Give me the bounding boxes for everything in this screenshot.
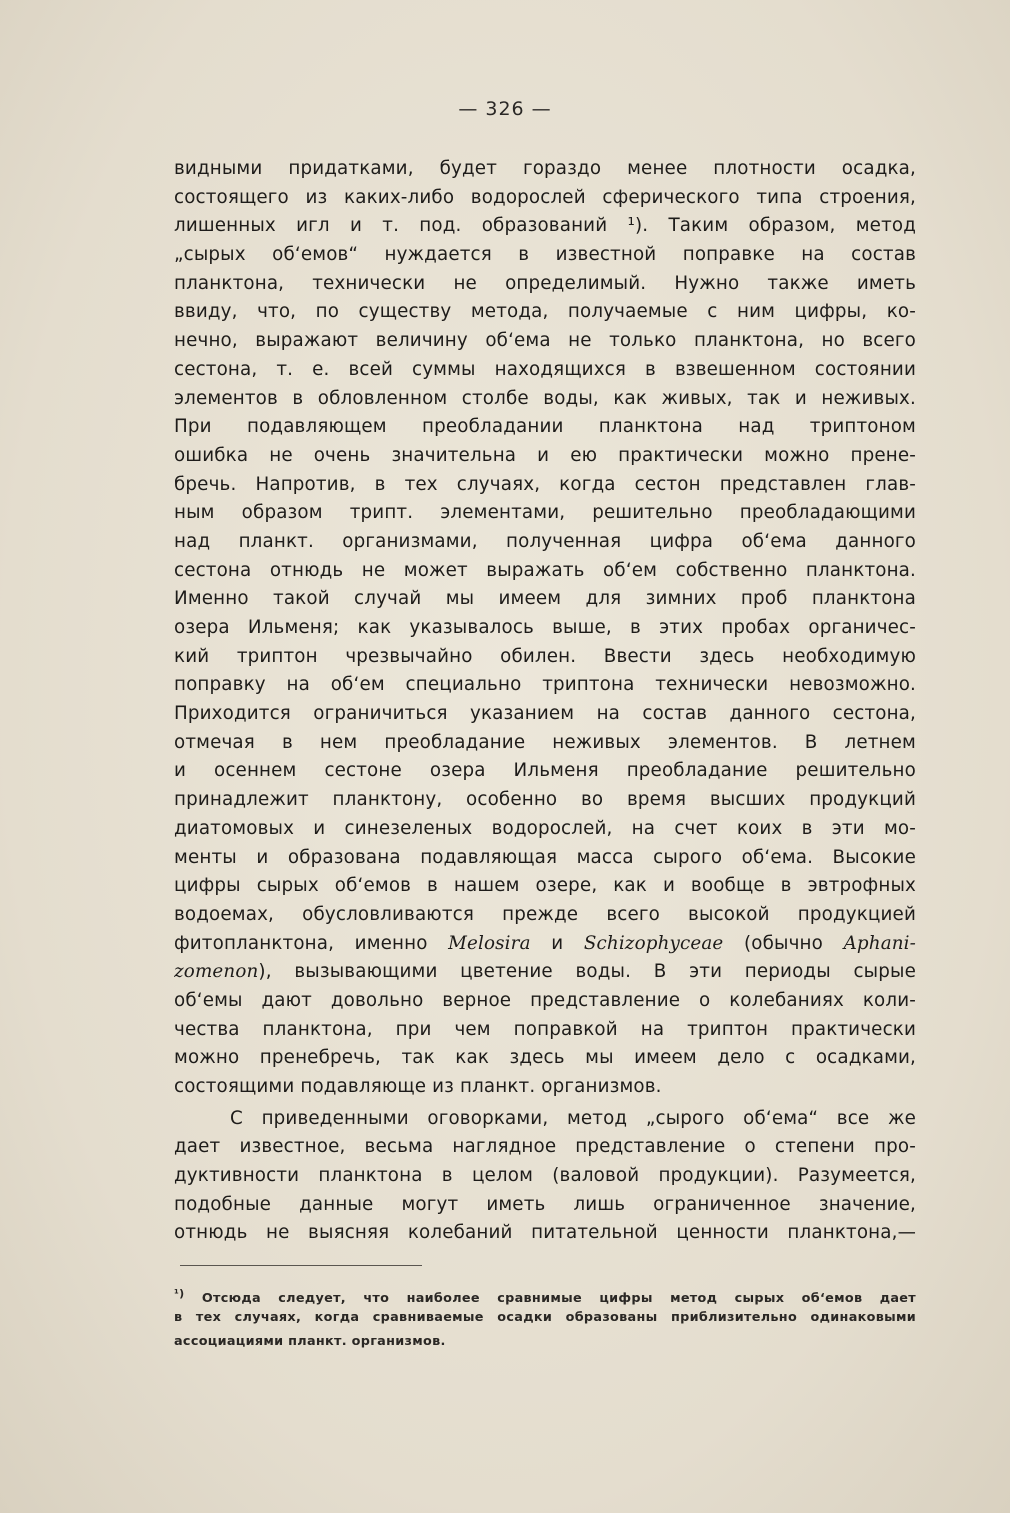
text-run: (обычно [723, 932, 844, 954]
taxon-schizophyceae: Schizophyceae [583, 932, 724, 954]
text-line: кий триптон чрезвычайно обилен. Ввести здесь необходимую [174, 645, 916, 667]
text-line: ввиду, что, по существу метода, получаемые с ним цифры, ко- [174, 301, 916, 323]
text-line: дает известное, весьма наглядное представление о степени про- [174, 1136, 916, 1158]
taxon-aphanizomenon-part2: zomenon [174, 961, 259, 983]
text-line: С приведенными оговорками, метод „сырого об‘ема“ все же [230, 1107, 916, 1129]
text-line: Именно такой случай мы имеем для зимних проб планктона [174, 588, 916, 610]
page-number: — 326 — [458, 98, 552, 120]
text-line: видными придатками, будет гораздо менее плотности осадка, [174, 158, 916, 179]
footnote-divider [180, 1265, 422, 1266]
text-line: принадлежит планктону, особенно во время высших продукций [174, 789, 916, 811]
footnote-line: в тех случаях, когда сравниваемые осадки образованы приблизительно одинаковыми [174, 1310, 916, 1325]
text-line: сестона, т. е. всей суммы находящихся в взвешенном состоянии [174, 358, 916, 380]
text-line: состоящего из каких-либо водорослей сферического типа строения, [174, 186, 916, 208]
text-line: подобные данные могут иметь лишь ограниченное значение, [174, 1193, 916, 1215]
taxon-melosira: Melosira [448, 932, 531, 954]
text-line: нечно, выражают величину об‘ема не только планктона, но всего [174, 330, 916, 352]
footnote [174, 1282, 916, 1354]
text-line: менты и образована подавляющая масса сырого об‘ема. Высокие [174, 846, 916, 868]
text-line-with-taxa [174, 958, 916, 987]
text-run: ), вызывающими цветение воды. В эти периоды сырые [258, 961, 916, 983]
footnote-marker: ¹) [174, 1287, 185, 1300]
text-line: можно пренебречь, так как здесь мы имеем дело с осадками, [174, 1047, 916, 1069]
text-line: сестона отнюдь не может выражать об‘ем собственно планктона. [174, 559, 916, 581]
text-line: лишенных игл и т. под. образований ¹). Таким образом, метод [174, 215, 916, 237]
text-line: При подавляющем преобладании планктона над триптоном [174, 416, 916, 438]
footnote-line: ассоциациями планкт. организмов. [174, 1334, 446, 1349]
text-run: фитопланктона, именно [174, 932, 449, 954]
text-line: водоемах, обусловливаются прежде всего высокой продукцией [174, 903, 916, 925]
text-line: над планкт. организмами, полученная цифра об‘ема данного [174, 530, 916, 552]
text-line: бречь. Напротив, в тех случаях, когда сестон представлен глав- [174, 473, 916, 495]
text-line: об‘емы дают довольно верное представление о колебаниях коли- [174, 989, 916, 1011]
text-run: и [530, 932, 584, 954]
text-line: диатомовых и синезеленых водорослей, на счет коих в эти мо- [174, 817, 916, 839]
text-line: ошибка не очень значительна и ею практически можно прене- [174, 444, 916, 466]
text-line: цифры сырых об‘емов в нашем озере, как и вообще в эвтрофных [174, 875, 916, 897]
text-line: и осеннем сестоне озера Ильменя преобладание решительно [174, 760, 916, 782]
text-line: состоящими подавляюще из планкт. организмов. [174, 1076, 662, 1097]
footnote-line [174, 1282, 916, 1306]
text-line: дуктивности планктона в целом (валовой продукции). Разумеется, [174, 1165, 916, 1187]
text-line: отмечая в нем преобладание неживых элементов. В летнем [174, 731, 916, 753]
main-text [174, 155, 916, 1248]
text-line: озера Ильменя; как указывалось выше, в этих пробах органичес- [174, 617, 916, 638]
text-line: Приходится ограничиться указанием на состав данного сестона, [174, 703, 916, 725]
text-line: „сырых об‘емов“ нуждается в известной поправке на состав [174, 244, 916, 266]
footnote-text: Отсюда следует, что наиболее сравнимые цифры метод сырых об‘емов дает [201, 1291, 916, 1306]
text-line: планктона, технически не определимый. Нужно также иметь [174, 272, 916, 294]
text-line: отнюдь не выясняя колебаний питательной ценности планктона,— [174, 1222, 916, 1244]
text-line: чества планктона, при чем поправкой на триптон практически [174, 1018, 916, 1040]
text-line: ным образом трипт. элементами, решительно преобладающими [174, 502, 916, 524]
text-line: элементов в обловленном столбе воды, как живых, так и неживых. [174, 387, 916, 409]
text-line: поправку на об‘ем специально триптона технически невозможно. [174, 674, 916, 696]
taxon-aphanizomenon-part1: Aphani- [843, 932, 916, 954]
text-line-with-taxa [174, 930, 916, 959]
